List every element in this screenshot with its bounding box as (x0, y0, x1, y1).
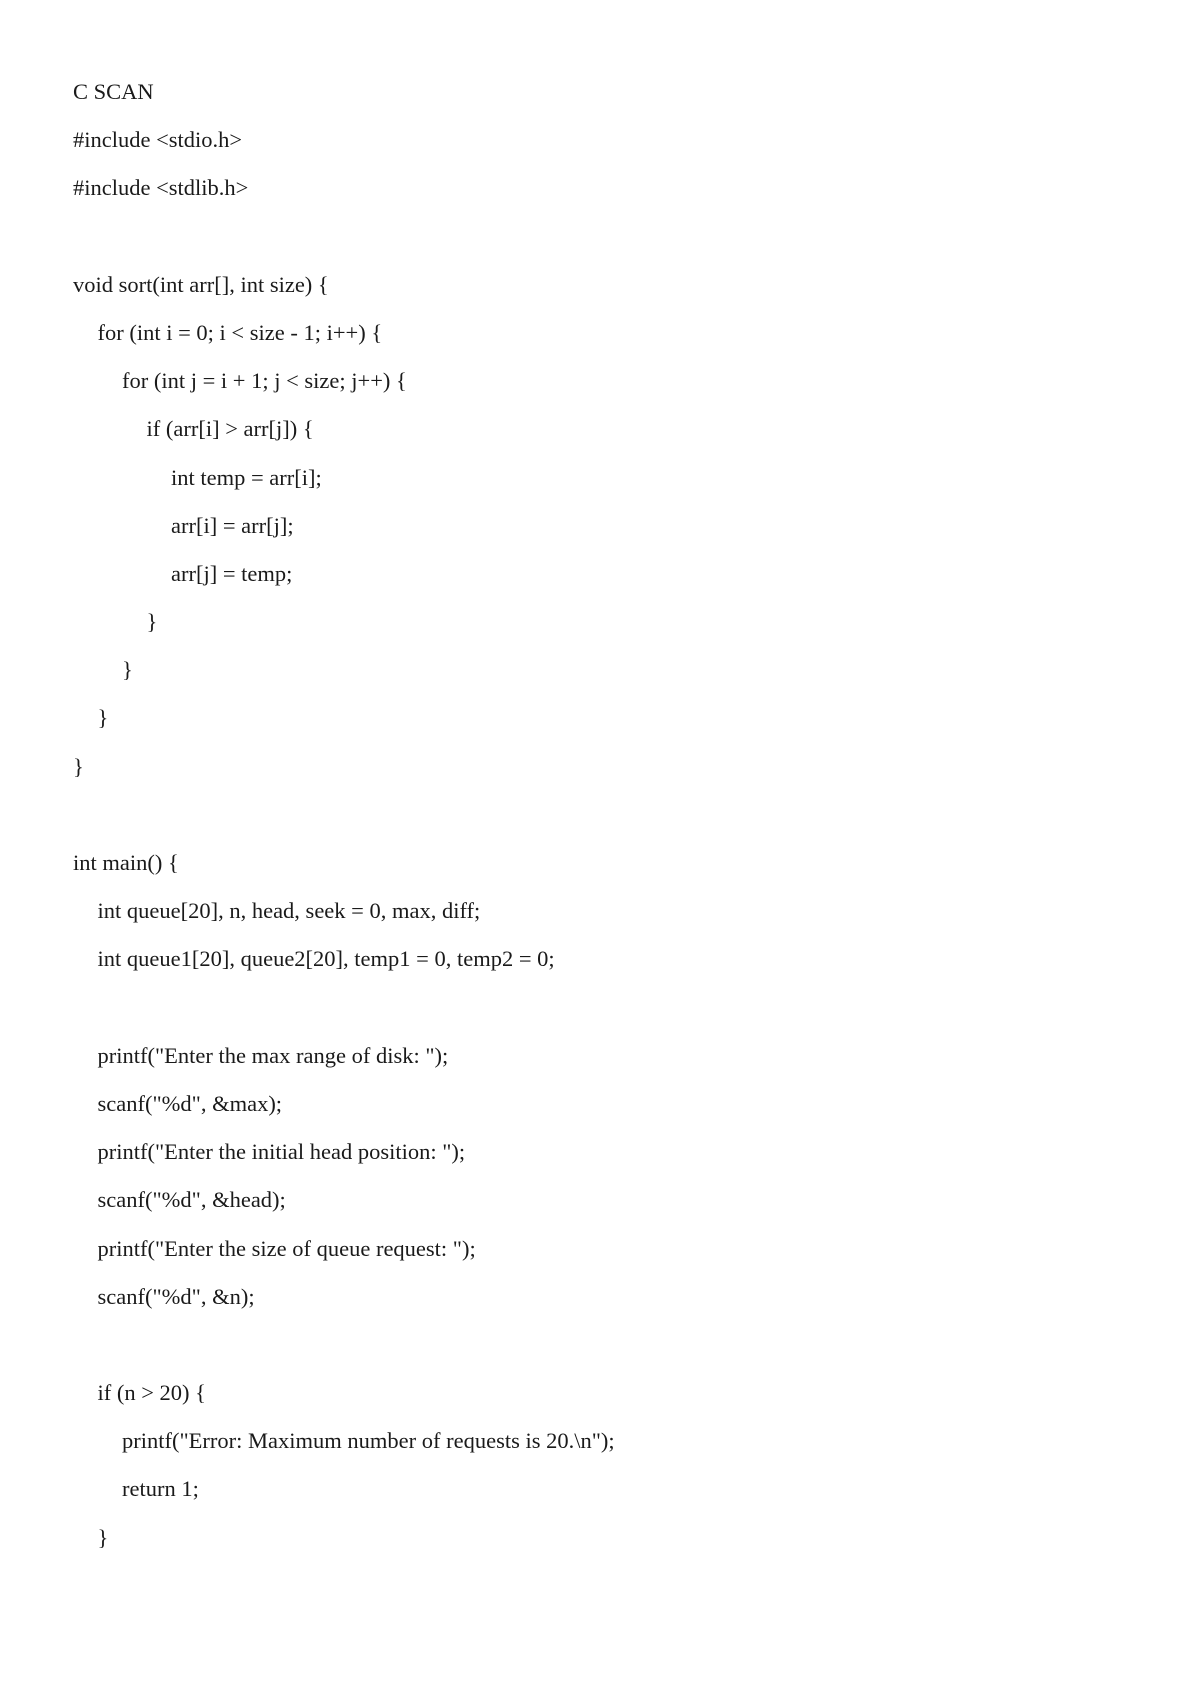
document-title: C SCAN (73, 79, 154, 104)
code-document (73, 68, 1133, 1562)
blank-line (73, 791, 1133, 839)
code-line: printf("Error: Maximum number of requests is 20.\n"); (122, 1428, 615, 1454)
code-line: } (122, 657, 133, 683)
code-line: } (97, 1524, 109, 1550)
blank-line (73, 984, 1133, 1032)
code-lines (73, 116, 1133, 1562)
code-line: scanf("%d", &n); (97, 1283, 255, 1309)
code-line: int queue1[20], queue2[20], temp1 = 0, temp2 = 0; (97, 946, 555, 972)
code-line: arr[j] = temp; (171, 560, 293, 586)
code-line: #include <stdlib.h> (73, 175, 249, 201)
blank-line (73, 213, 1133, 261)
code-line: void sort(int arr[], int size) { (73, 271, 329, 297)
code-line: return 1; (122, 1476, 199, 1502)
code-line: } (97, 705, 109, 731)
code-line: scanf("%d", &head); (97, 1187, 286, 1213)
code-line: int queue[20], n, head, seek = 0, max, diff; (97, 898, 481, 924)
code-line: printf("Enter the size of queue request: "); (97, 1235, 476, 1261)
code-line: printf("Enter the initial head position: "); (97, 1139, 466, 1165)
blank-line (73, 1321, 1133, 1369)
code-line: if (arr[i] > arr[j]) { (146, 416, 314, 442)
code-line: arr[i] = arr[j]; (171, 512, 294, 538)
code-line: int temp = arr[i]; (171, 464, 322, 490)
code-line: if (n > 20) { (97, 1380, 206, 1406)
code-line: printf("Enter the max range of disk: "); (97, 1042, 449, 1068)
code-line: } (73, 753, 84, 779)
code-line: int main() { (73, 850, 179, 875)
code-line: for (int i = 0; i < size - 1; i++) { (97, 319, 383, 345)
code-line: } (146, 609, 158, 635)
code-line: for (int j = i + 1; j < size; j++) { (122, 368, 407, 394)
code-line: scanf("%d", &max); (97, 1090, 283, 1116)
code-line: #include <stdio.h> (73, 127, 243, 153)
